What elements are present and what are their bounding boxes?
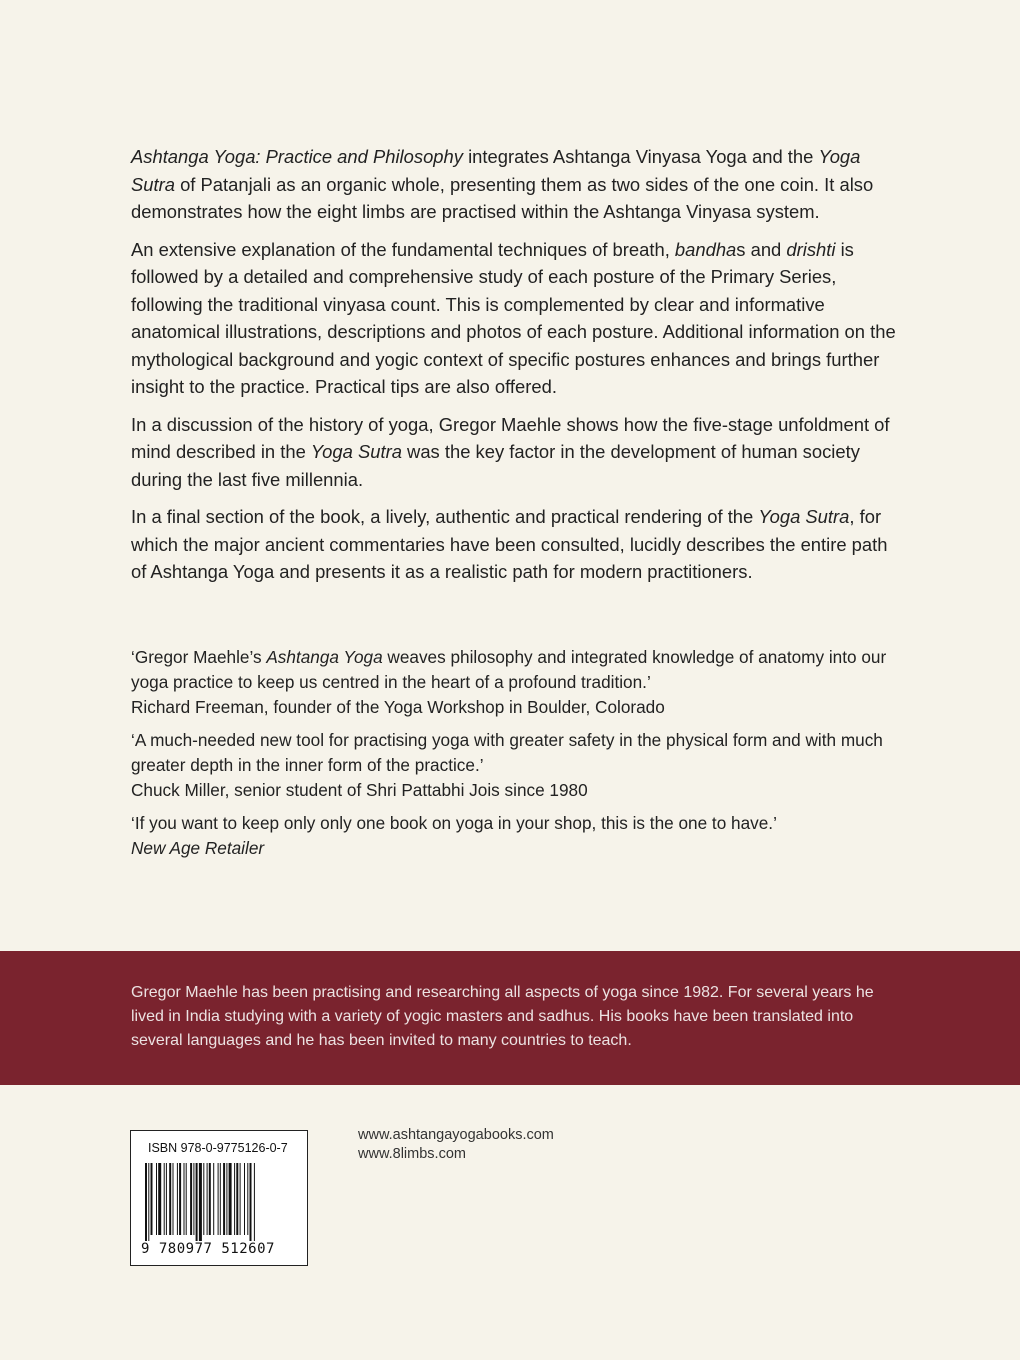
- barcode-bar: [151, 1163, 153, 1235]
- endorsement-text: ‘Gregor Maehle’s Ashtanga Yoga weaves philosophy and integrated knowledge of anatomy into our yoga practice to keep us centred in the heart of a profound tradition.’: [131, 647, 887, 692]
- book-title: Ashtanga Yoga: Practice and Philosophy: [131, 146, 463, 167]
- book-blurb: [131, 143, 901, 596]
- barcode-bar: [196, 1163, 198, 1241]
- barcode-bar: [226, 1163, 227, 1235]
- barcode-bar: [145, 1163, 147, 1241]
- endorsement-attribution: Chuck Miller, senior student of Shri Pattabhi Jois since 1980: [131, 780, 588, 800]
- barcode-bar: [220, 1163, 221, 1235]
- barcode-bar: [190, 1163, 192, 1235]
- barcode-bar: [177, 1163, 178, 1235]
- endorsement-attribution: New Age Retailer: [131, 838, 265, 858]
- endorsement-text: ‘A much-needed new tool for practising yoga with greater safety in the physical form and with much greater depth in the inner form of the practice.’: [131, 730, 883, 775]
- websites: [358, 1126, 554, 1164]
- barcode-bar: [229, 1163, 232, 1235]
- author-bio: Gregor Maehle has been practising and researching all aspects of yoga since 1982. For several years he lived in India studying with a variety of yogic masters and sadhus. His books have been translated into several languages and he has been invited to many countries to teach.: [131, 984, 874, 1049]
- barcode-bar: [193, 1163, 194, 1235]
- isbn-barcode: [130, 1130, 308, 1266]
- barcode-bar: [203, 1163, 204, 1235]
- barcode-bar: [173, 1163, 174, 1235]
- barcode-bar: [218, 1163, 219, 1235]
- barcode-bar: [209, 1163, 211, 1235]
- barcode-bar: [213, 1163, 214, 1235]
- barcode-bar: [184, 1163, 185, 1235]
- blurb-paragraph-4: In a final section of the book, a lively, authentic and practical rendering of the Yoga Sutra, for which the major ancient commentaries have been consulted, lucidly describes the entire path of Ashtanga Yoga and presents it as a realistic path for modern practitioners.: [131, 506, 888, 582]
- barcode-bar: [158, 1163, 161, 1235]
- barcode-bar: [166, 1163, 167, 1235]
- barcode-bar: [236, 1163, 238, 1235]
- barcode-bar: [247, 1163, 248, 1235]
- endorsement-2: [131, 728, 901, 803]
- isbn-label: ISBN 978-0-9775126-0-7: [148, 1141, 288, 1155]
- barcode-bar: [164, 1163, 165, 1235]
- blurb-paragraph-3: In a discussion of the history of yoga, Gregor Maehle shows how the five-stage unfoldment of mind described in the Yoga Sutra was the key factor in the development of human society during the last five millennia.: [131, 413, 890, 490]
- barcode-bar: [223, 1163, 225, 1235]
- barcode-bar: [156, 1163, 157, 1235]
- endorsement-1: [131, 645, 901, 720]
- endorsement-text: ‘If you want to keep only only one book on yoga in your shop, this is the one to have.’: [131, 813, 777, 833]
- barcode-bar: [234, 1163, 235, 1235]
- barcode-bar: [199, 1163, 202, 1241]
- barcode-bar: [244, 1163, 245, 1235]
- barcode-bar: [186, 1163, 187, 1235]
- barcode-bar: [254, 1163, 255, 1241]
- barcode-bar: [179, 1163, 181, 1235]
- barcode-bar: [240, 1163, 241, 1235]
- blurb-paragraph-1: Ashtanga Yoga: Practice and Philosophy integrates Ashtanga Vinyasa Yoga and the Yoga Sutra of Patanjali as an organic whole, presenting them as two sides of the one coin. It also demonstrates how the eight limbs are practised within the Ashtanga Vinyasa system.: [131, 146, 874, 222]
- barcode-digits: 9 780977 512607: [141, 1241, 275, 1257]
- endorsement-attribution: Richard Freeman, founder of the Yoga Workshop in Boulder, Colorado: [131, 697, 665, 717]
- barcode-bars: [145, 1163, 295, 1241]
- barcode-bar: [148, 1163, 149, 1241]
- barcode-bar: [250, 1163, 252, 1241]
- endorsements: [131, 645, 901, 869]
- website-2: www.8limbs.com: [358, 1146, 466, 1162]
- barcode-bar: [207, 1163, 208, 1235]
- author-bio-band: [0, 951, 1020, 1085]
- website-1: www.ashtangayogabooks.com: [358, 1127, 554, 1143]
- blurb-paragraph-2: An extensive explanation of the fundamental techniques of breath, bandhas and drishti is followed by a detailed and comprehensive study of each posture of the Primary Series, following the traditional vinyasa count. This is complemented by clear and informative anatomical illustrations, descriptions and photos of each posture. Additional information on the mythological background and yogic context of specific postures enhances and brings further insight to the practice. Practical tips are also offered.: [131, 238, 896, 397]
- barcode-bar: [169, 1163, 171, 1235]
- endorsement-3: [131, 811, 901, 861]
